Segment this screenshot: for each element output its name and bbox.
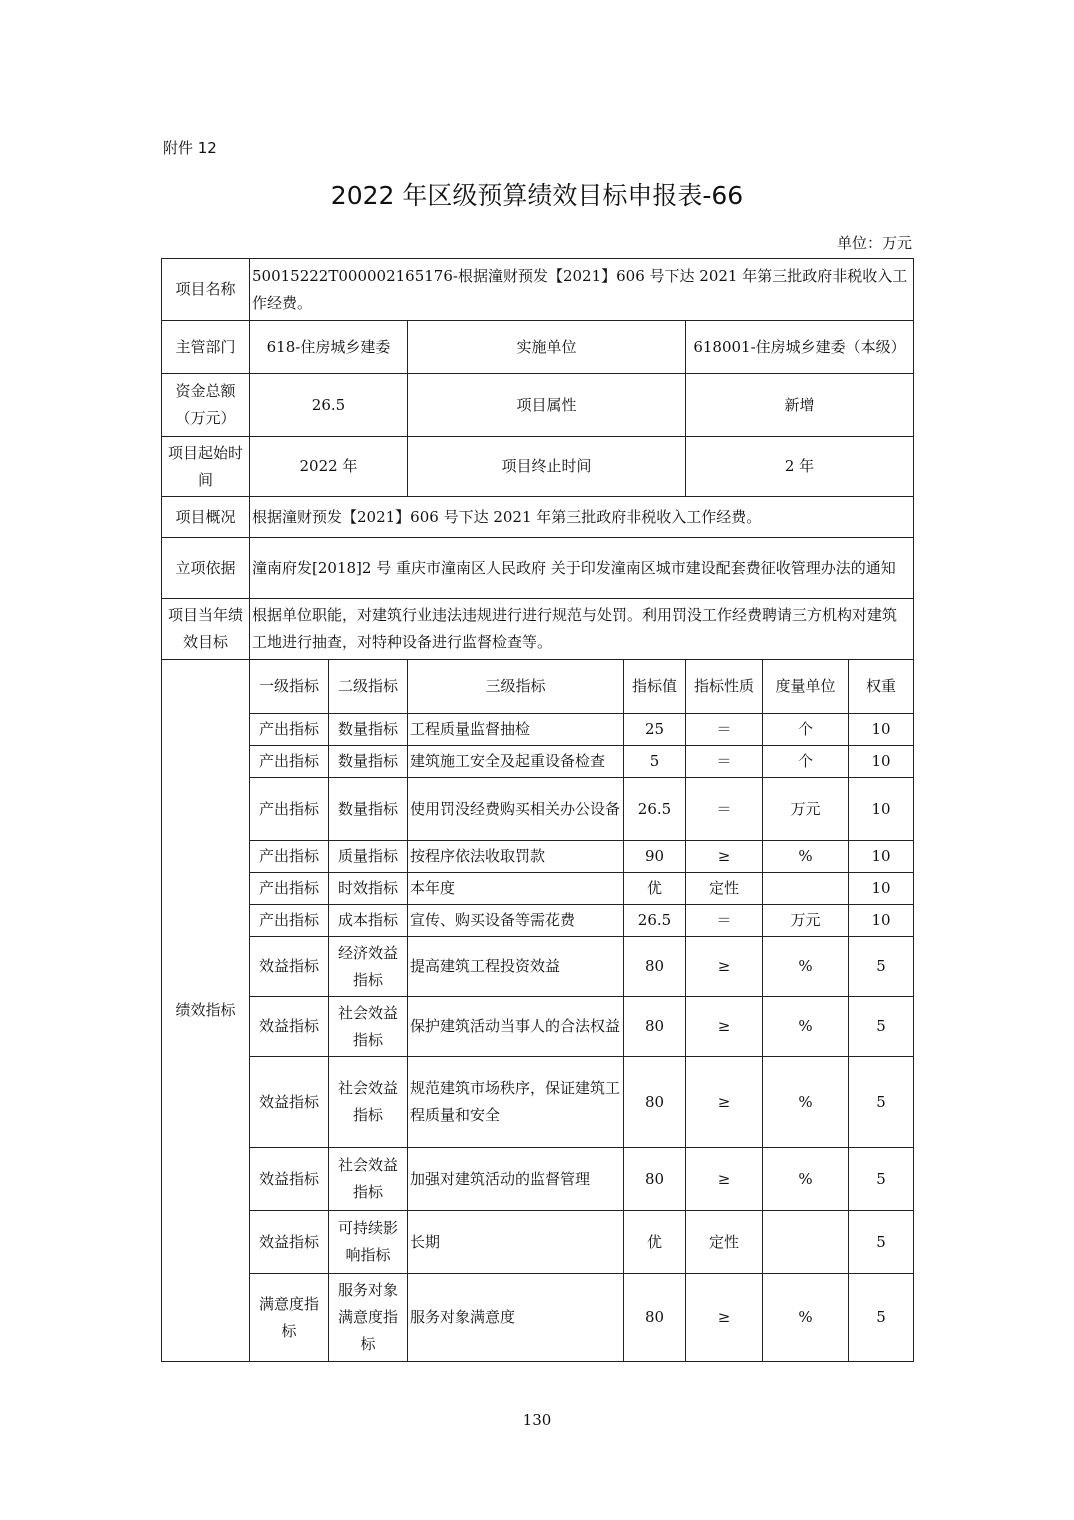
unit-cell bbox=[763, 873, 849, 905]
fund-label: 资金总额（万元） bbox=[162, 374, 250, 437]
project-name-value: 50015222T000002165176-根据潼财预发【2021】606 号下达 2021 年第三批政府非税收入工作经费。 bbox=[250, 259, 914, 321]
unit-cell: 个 bbox=[763, 746, 849, 778]
nature-cell: ≥ bbox=[686, 841, 763, 873]
value-cell: 80 bbox=[624, 997, 686, 1057]
column-header: 权重 bbox=[849, 660, 914, 714]
start-value: 2022 年 bbox=[250, 437, 408, 497]
level2-cell: 数量指标 bbox=[329, 746, 408, 778]
table-row bbox=[162, 746, 914, 778]
table-row bbox=[162, 1148, 914, 1211]
level2-cell: 质量指标 bbox=[329, 841, 408, 873]
nature-cell: ≥ bbox=[686, 1274, 763, 1362]
fund-value: 26.5 bbox=[250, 374, 408, 437]
value-cell: 26.5 bbox=[624, 778, 686, 841]
value-cell: 80 bbox=[624, 1274, 686, 1362]
level2-cell: 社会效益指标 bbox=[329, 1057, 408, 1148]
level2-cell: 数量指标 bbox=[329, 778, 408, 841]
attachment-label: 附件 12 bbox=[163, 139, 217, 157]
column-header: 三级指标 bbox=[408, 660, 624, 714]
end-label: 项目终止时间 bbox=[408, 437, 686, 497]
level2-cell: 社会效益指标 bbox=[329, 1148, 408, 1211]
weight-cell: 5 bbox=[849, 1057, 914, 1148]
value-cell: 25 bbox=[624, 714, 686, 746]
nature-cell: ＝ bbox=[686, 905, 763, 937]
weight-cell: 10 bbox=[849, 905, 914, 937]
level3-cell: 长期 bbox=[408, 1211, 624, 1274]
goal-value: 根据单位职能，对建筑行业违法违规进行进行规范与处罚。利用罚没工作经费聘请三方机构对建筑工地进行抽查，对特种设备进行监督检查等。 bbox=[250, 599, 914, 660]
table-row bbox=[162, 1057, 914, 1148]
level1-cell: 效益指标 bbox=[250, 937, 329, 997]
nature-cell: 定性 bbox=[686, 1211, 763, 1274]
unit-cell: 万元 bbox=[763, 905, 849, 937]
nature-cell: ≥ bbox=[686, 997, 763, 1057]
fund-row bbox=[162, 374, 914, 437]
unit-label: 单位：万元 bbox=[836, 234, 912, 252]
indicator-header-row bbox=[162, 660, 914, 714]
weight-cell: 5 bbox=[849, 1274, 914, 1362]
value-cell: 26.5 bbox=[624, 905, 686, 937]
level1-cell: 效益指标 bbox=[250, 997, 329, 1057]
table-row bbox=[162, 714, 914, 746]
page-number: 130 bbox=[522, 1411, 552, 1429]
value-cell: 80 bbox=[624, 937, 686, 997]
nature-cell: ≥ bbox=[686, 1148, 763, 1211]
basis-value: 潼南府发[2018]2 号 重庆市潼南区人民政府 关于印发潼南区城市建设配套费征收管理办法的通知 bbox=[250, 538, 914, 599]
weight-cell: 10 bbox=[849, 714, 914, 746]
impl-value: 618001-住房城乡建委（本级） bbox=[686, 321, 914, 374]
level3-cell: 建筑施工安全及起重设备检查 bbox=[408, 746, 624, 778]
value-cell: 80 bbox=[624, 1148, 686, 1211]
level3-cell: 服务对象满意度 bbox=[408, 1274, 624, 1362]
weight-cell: 10 bbox=[849, 778, 914, 841]
unit-cell bbox=[763, 1211, 849, 1274]
table-row bbox=[162, 778, 914, 841]
nature-cell: ＝ bbox=[686, 746, 763, 778]
table-row bbox=[162, 997, 914, 1057]
basis-row bbox=[162, 538, 914, 599]
overview-value: 根据潼财预发【2021】606 号下达 2021 年第三批政府非税收入工作经费。 bbox=[250, 497, 914, 538]
level1-cell: 产出指标 bbox=[250, 841, 329, 873]
unit-cell: % bbox=[763, 937, 849, 997]
unit-cell: % bbox=[763, 841, 849, 873]
table-row bbox=[162, 937, 914, 997]
level3-cell: 规范建筑市场秩序，保证建筑工程质量和安全 bbox=[408, 1057, 624, 1148]
attr-value: 新增 bbox=[686, 374, 914, 437]
indicators-section-label: 绩效指标 bbox=[162, 660, 250, 1362]
table-row bbox=[162, 905, 914, 937]
budget-performance-table bbox=[161, 258, 914, 1362]
attr-label: 项目属性 bbox=[408, 374, 686, 437]
time-row bbox=[162, 437, 914, 497]
level1-cell: 满意度指标 bbox=[250, 1274, 329, 1362]
goal-label: 项目当年绩效目标 bbox=[162, 599, 250, 660]
level2-cell: 数量指标 bbox=[329, 714, 408, 746]
level1-cell: 效益指标 bbox=[250, 1057, 329, 1148]
unit-cell: 万元 bbox=[763, 778, 849, 841]
page-title: 2022 年区级预算绩效目标申报表-66 bbox=[330, 181, 744, 210]
start-label: 项目起始时间 bbox=[162, 437, 250, 497]
value-cell: 80 bbox=[624, 1057, 686, 1148]
level2-cell: 时效指标 bbox=[329, 873, 408, 905]
end-value: 2 年 bbox=[686, 437, 914, 497]
level2-cell: 可持续影响指标 bbox=[329, 1211, 408, 1274]
level3-cell: 按程序依法收取罚款 bbox=[408, 841, 624, 873]
impl-label: 实施单位 bbox=[408, 321, 686, 374]
unit-cell: % bbox=[763, 1274, 849, 1362]
unit-cell: % bbox=[763, 997, 849, 1057]
overview-label: 项目概况 bbox=[162, 497, 250, 538]
level3-cell: 保护建筑活动当事人的合法权益 bbox=[408, 997, 624, 1057]
table-row bbox=[162, 1274, 914, 1362]
column-header: 度量单位 bbox=[763, 660, 849, 714]
level1-cell: 效益指标 bbox=[250, 1148, 329, 1211]
level3-cell: 本年度 bbox=[408, 873, 624, 905]
level1-cell: 产出指标 bbox=[250, 714, 329, 746]
level3-cell: 加强对建筑活动的监督管理 bbox=[408, 1148, 624, 1211]
level2-cell: 社会效益指标 bbox=[329, 997, 408, 1057]
goal-row bbox=[162, 599, 914, 660]
level3-cell: 工程质量监督抽检 bbox=[408, 714, 624, 746]
level3-cell: 提高建筑工程投资效益 bbox=[408, 937, 624, 997]
weight-cell: 10 bbox=[849, 873, 914, 905]
column-header: 指标值 bbox=[624, 660, 686, 714]
nature-cell: 定性 bbox=[686, 873, 763, 905]
level1-cell: 产出指标 bbox=[250, 778, 329, 841]
weight-cell: 5 bbox=[849, 997, 914, 1057]
basis-label: 立项依据 bbox=[162, 538, 250, 599]
level2-cell: 经济效益指标 bbox=[329, 937, 408, 997]
weight-cell: 10 bbox=[849, 841, 914, 873]
weight-cell: 5 bbox=[849, 937, 914, 997]
level3-cell: 宣传、购买设备等需花费 bbox=[408, 905, 624, 937]
level3-cell: 使用罚没经费购买相关办公设备 bbox=[408, 778, 624, 841]
table-row bbox=[162, 1211, 914, 1274]
weight-cell: 5 bbox=[849, 1211, 914, 1274]
overview-row bbox=[162, 497, 914, 538]
value-cell: 优 bbox=[624, 1211, 686, 1274]
column-header: 一级指标 bbox=[250, 660, 329, 714]
level2-cell: 成本指标 bbox=[329, 905, 408, 937]
project-name-label: 项目名称 bbox=[162, 259, 250, 321]
level1-cell: 产出指标 bbox=[250, 905, 329, 937]
column-header: 指标性质 bbox=[686, 660, 763, 714]
dept-label: 主管部门 bbox=[162, 321, 250, 374]
weight-cell: 10 bbox=[849, 746, 914, 778]
level1-cell: 效益指标 bbox=[250, 1211, 329, 1274]
level1-cell: 产出指标 bbox=[250, 746, 329, 778]
unit-cell: % bbox=[763, 1148, 849, 1211]
value-cell: 优 bbox=[624, 873, 686, 905]
nature-cell: ≥ bbox=[686, 1057, 763, 1148]
table-row bbox=[162, 841, 914, 873]
value-cell: 90 bbox=[624, 841, 686, 873]
level1-cell: 产出指标 bbox=[250, 873, 329, 905]
table-row bbox=[162, 873, 914, 905]
project-name-row bbox=[162, 259, 914, 321]
weight-cell: 5 bbox=[849, 1148, 914, 1211]
dept-row bbox=[162, 321, 914, 374]
nature-cell: ＝ bbox=[686, 778, 763, 841]
value-cell: 5 bbox=[624, 746, 686, 778]
column-header: 二级指标 bbox=[329, 660, 408, 714]
nature-cell: ＝ bbox=[686, 714, 763, 746]
dept-value: 618-住房城乡建委 bbox=[250, 321, 408, 374]
nature-cell: ≥ bbox=[686, 937, 763, 997]
unit-cell: 个 bbox=[763, 714, 849, 746]
level2-cell: 服务对象满意度指标 bbox=[329, 1274, 408, 1362]
unit-cell: % bbox=[763, 1057, 849, 1148]
